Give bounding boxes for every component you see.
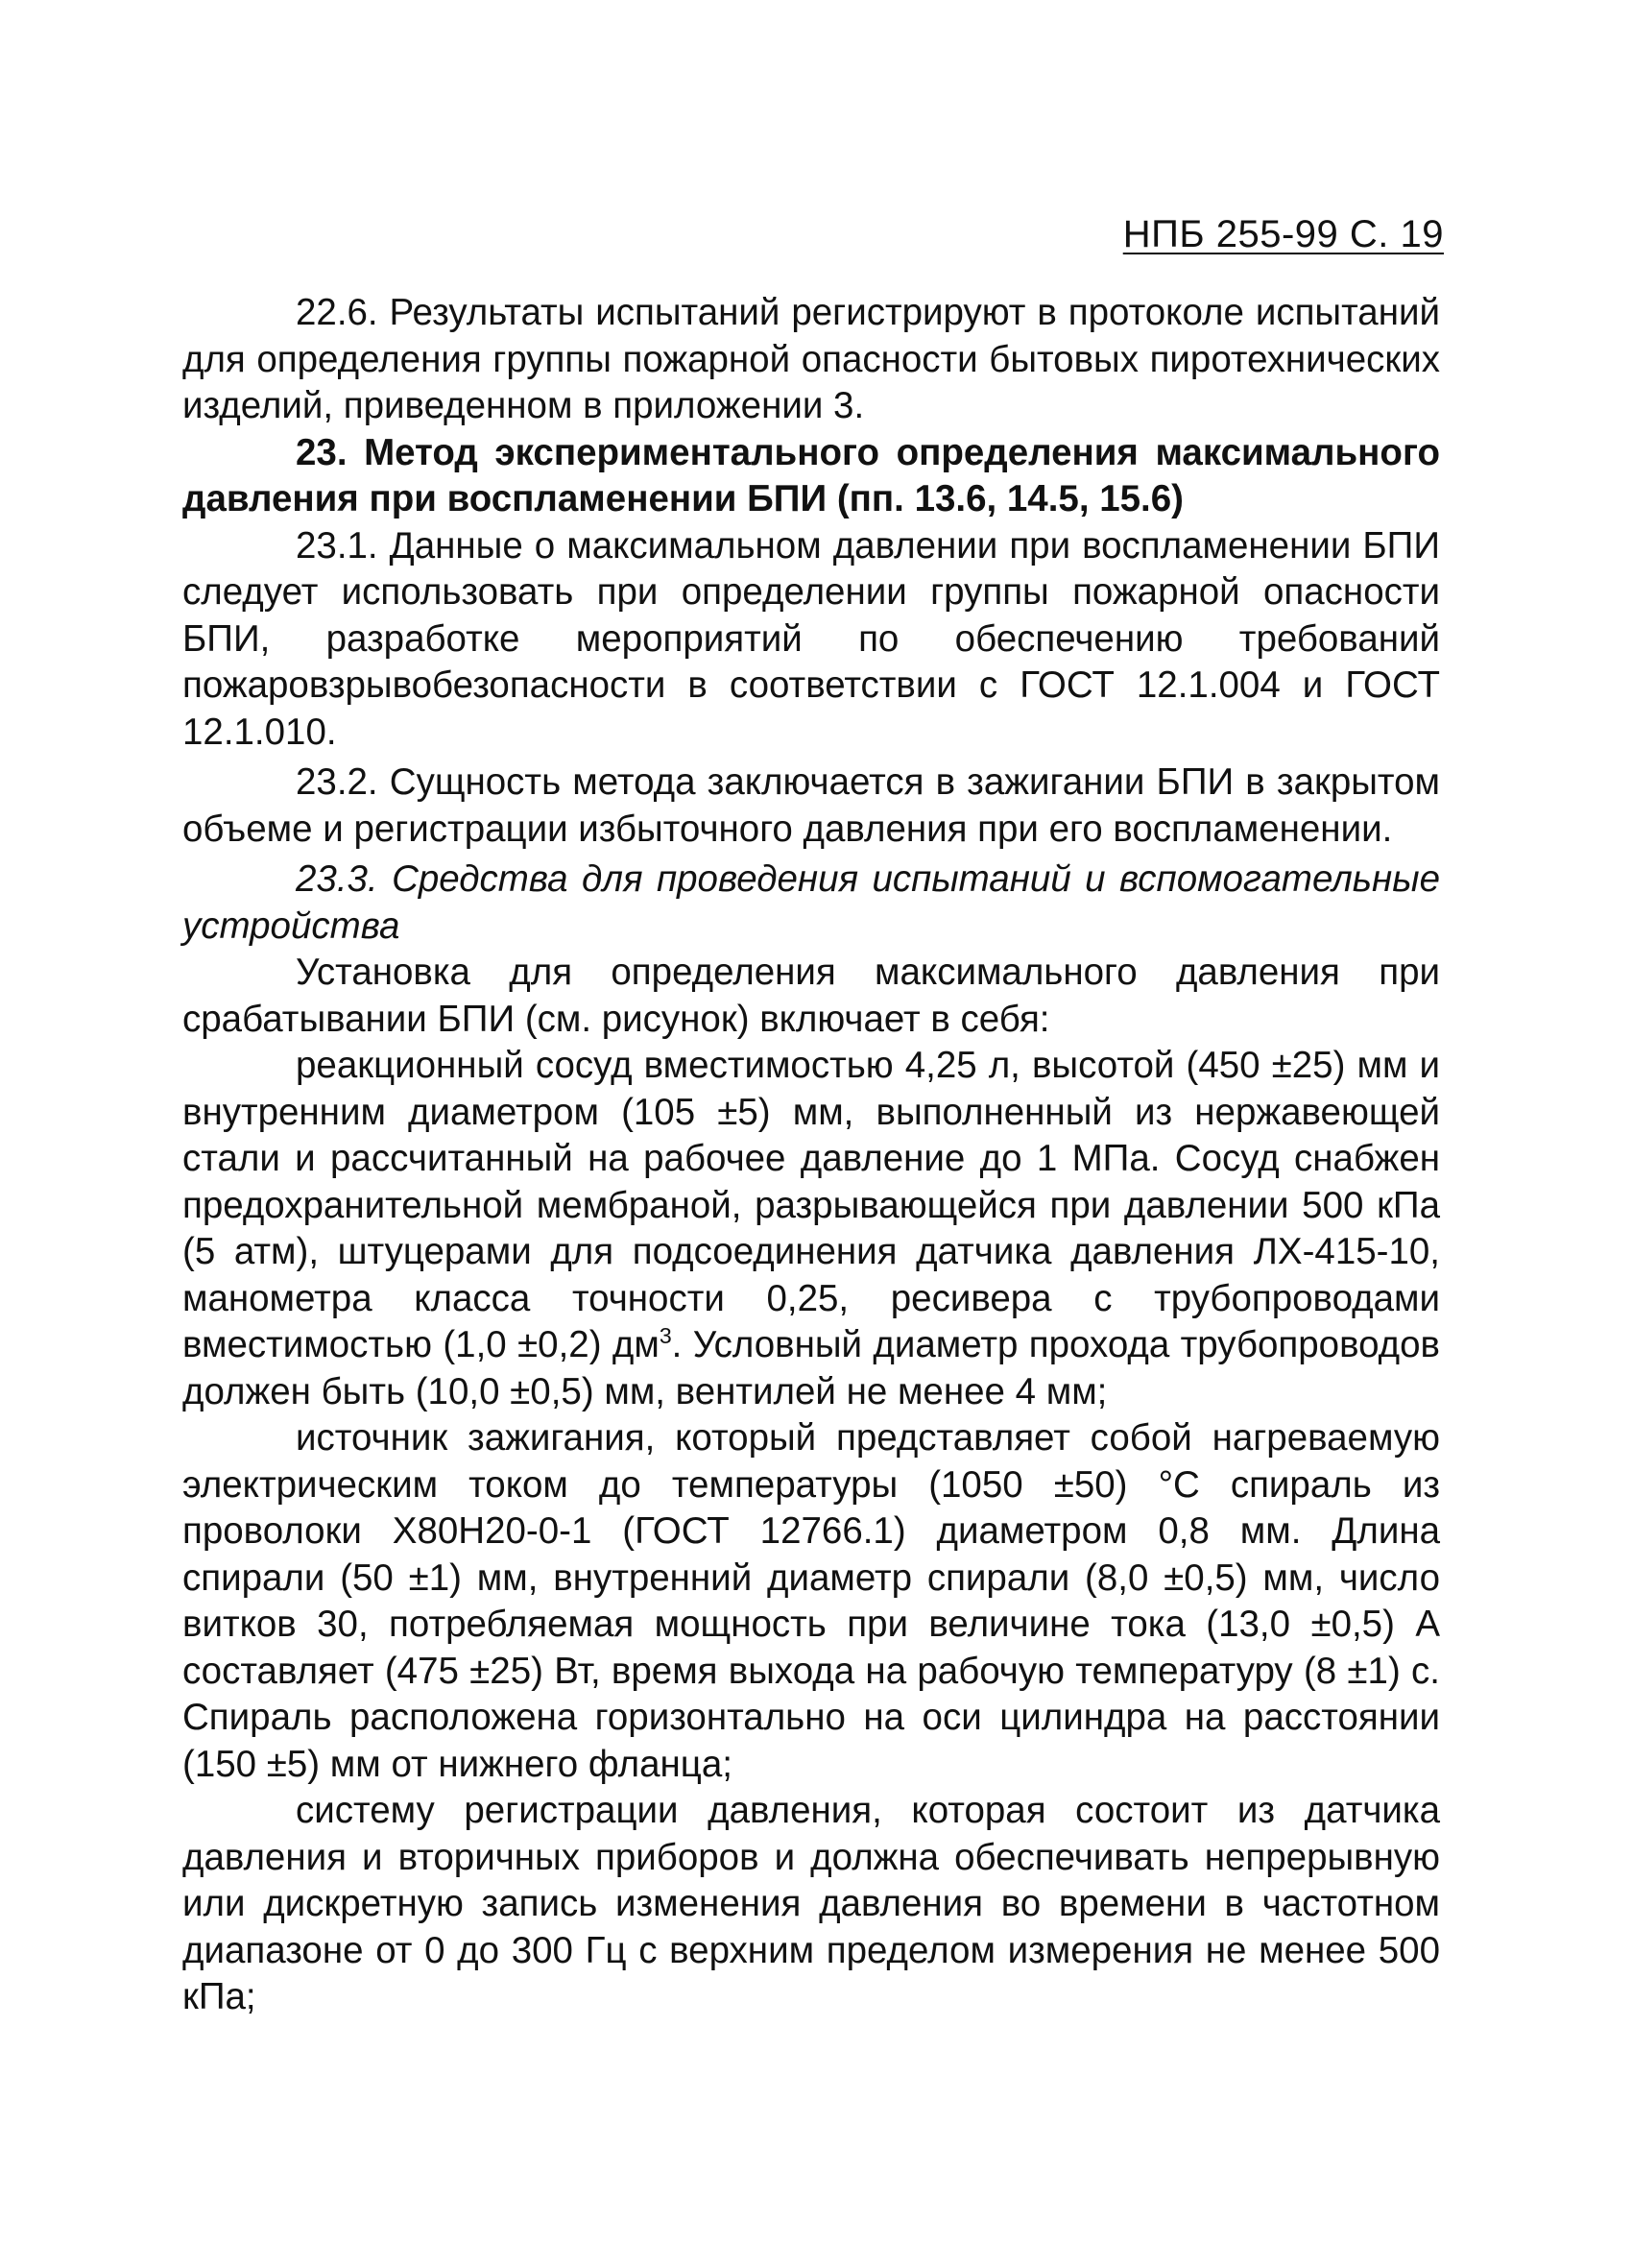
reaction-vessel-text-part2: . Условный диаметр прохода трубопроводов должен быть (10,0 ±0,5) мм, вентилей не менее 4 мм; (182, 1324, 1440, 1412)
paragraph-reaction-vessel (182, 1043, 1440, 1415)
cubic-superscript: 3 (659, 1323, 672, 1349)
paragraph-23-1: 23.1. Данные о максимальном давлении при воспламенении БПИ следует использовать при определении группы пожарной опасности БПИ, разработке мероприятий по обеспечению требований пожаровзрывобезопасности в соответствии с ГОСТ 12.1.004 и ГОСТ 12.1.010. (182, 524, 1440, 753)
subsection-23-3-heading: 23.3. Средства для проведения испытаний и вспомогательные устройства (182, 858, 1440, 947)
paragraph-23-2: 23.2. Сущность метода заключается в зажигании БПИ в закрытом объеме и регистрации избыточного давления при его воспламенении. (182, 761, 1440, 850)
reaction-vessel-text-part1: реакционный сосуд вместимостью 4,25 л, высотой (450 ±25) мм и внутренним диаметром (105 ±5) мм, выполненный из нержавеющей стали и рассчитанный на рабочее давление до 1 МПа. Сосуд снабжен предохранительной мембраной, разрывающейся при давлении 500 кПа (5 атм), штуцерами для подсоединения датчика давления ЛХ-415-10, манометра класса точности 0,25, ресивера с трубопроводами вместимостью (1,0 ±0,2) дм (182, 1045, 1440, 1365)
paragraph-setup: Установка для определения максимального давления при срабатывании БПИ (см. рисунок) включает в себя: (182, 952, 1440, 1040)
paragraph-22-6: 22.6. Результаты испытаний регистрируют в протоколе испытаний для определения группы пожарной опасности бытовых пиротехнических изделий, приведенном в приложении 3. (182, 292, 1440, 426)
paragraph-pressure-recording: систему регистрации давления, которая состоит из датчика давления и вторичных приборов и должна обеспечивать непрерывную или дискретную запись изменения давления во времени в частотном диапазоне от 0 до 300 Гц с верхним пределом измерения не менее 500 кПа; (182, 1790, 1440, 2017)
section-23-heading: 23. Метод экспериментального определения максимального давления при воспламенении БПИ (пп. 13.6, 14.5, 15.6) (182, 431, 1440, 519)
paragraph-ignition-source: источник зажигания, который представляет собой нагреваемую электрическим током до температуры (1050 ±50) °С спираль из проволоки Х80Н20-0-1 (ГОСТ 12766.1) диаметром 0,8 мм. Длина спирали (50 ±1) мм, внутренний диаметр спирали (8,0 ±0,5) мм, число витков 30, потребляемая мощность при величине тока (13,0 ±0,5) А составляет (475 ±25) Вт, время выхода на рабочую температуру (8 ±1) с. Спираль расположена горизонтально на оси цилиндра на расстоянии (150 ±5) мм от нижнего фланца; (182, 1417, 1440, 1785)
document-body (182, 290, 1440, 2021)
page-header-reference: НПБ 255-99 С. 19 (1122, 213, 1444, 255)
